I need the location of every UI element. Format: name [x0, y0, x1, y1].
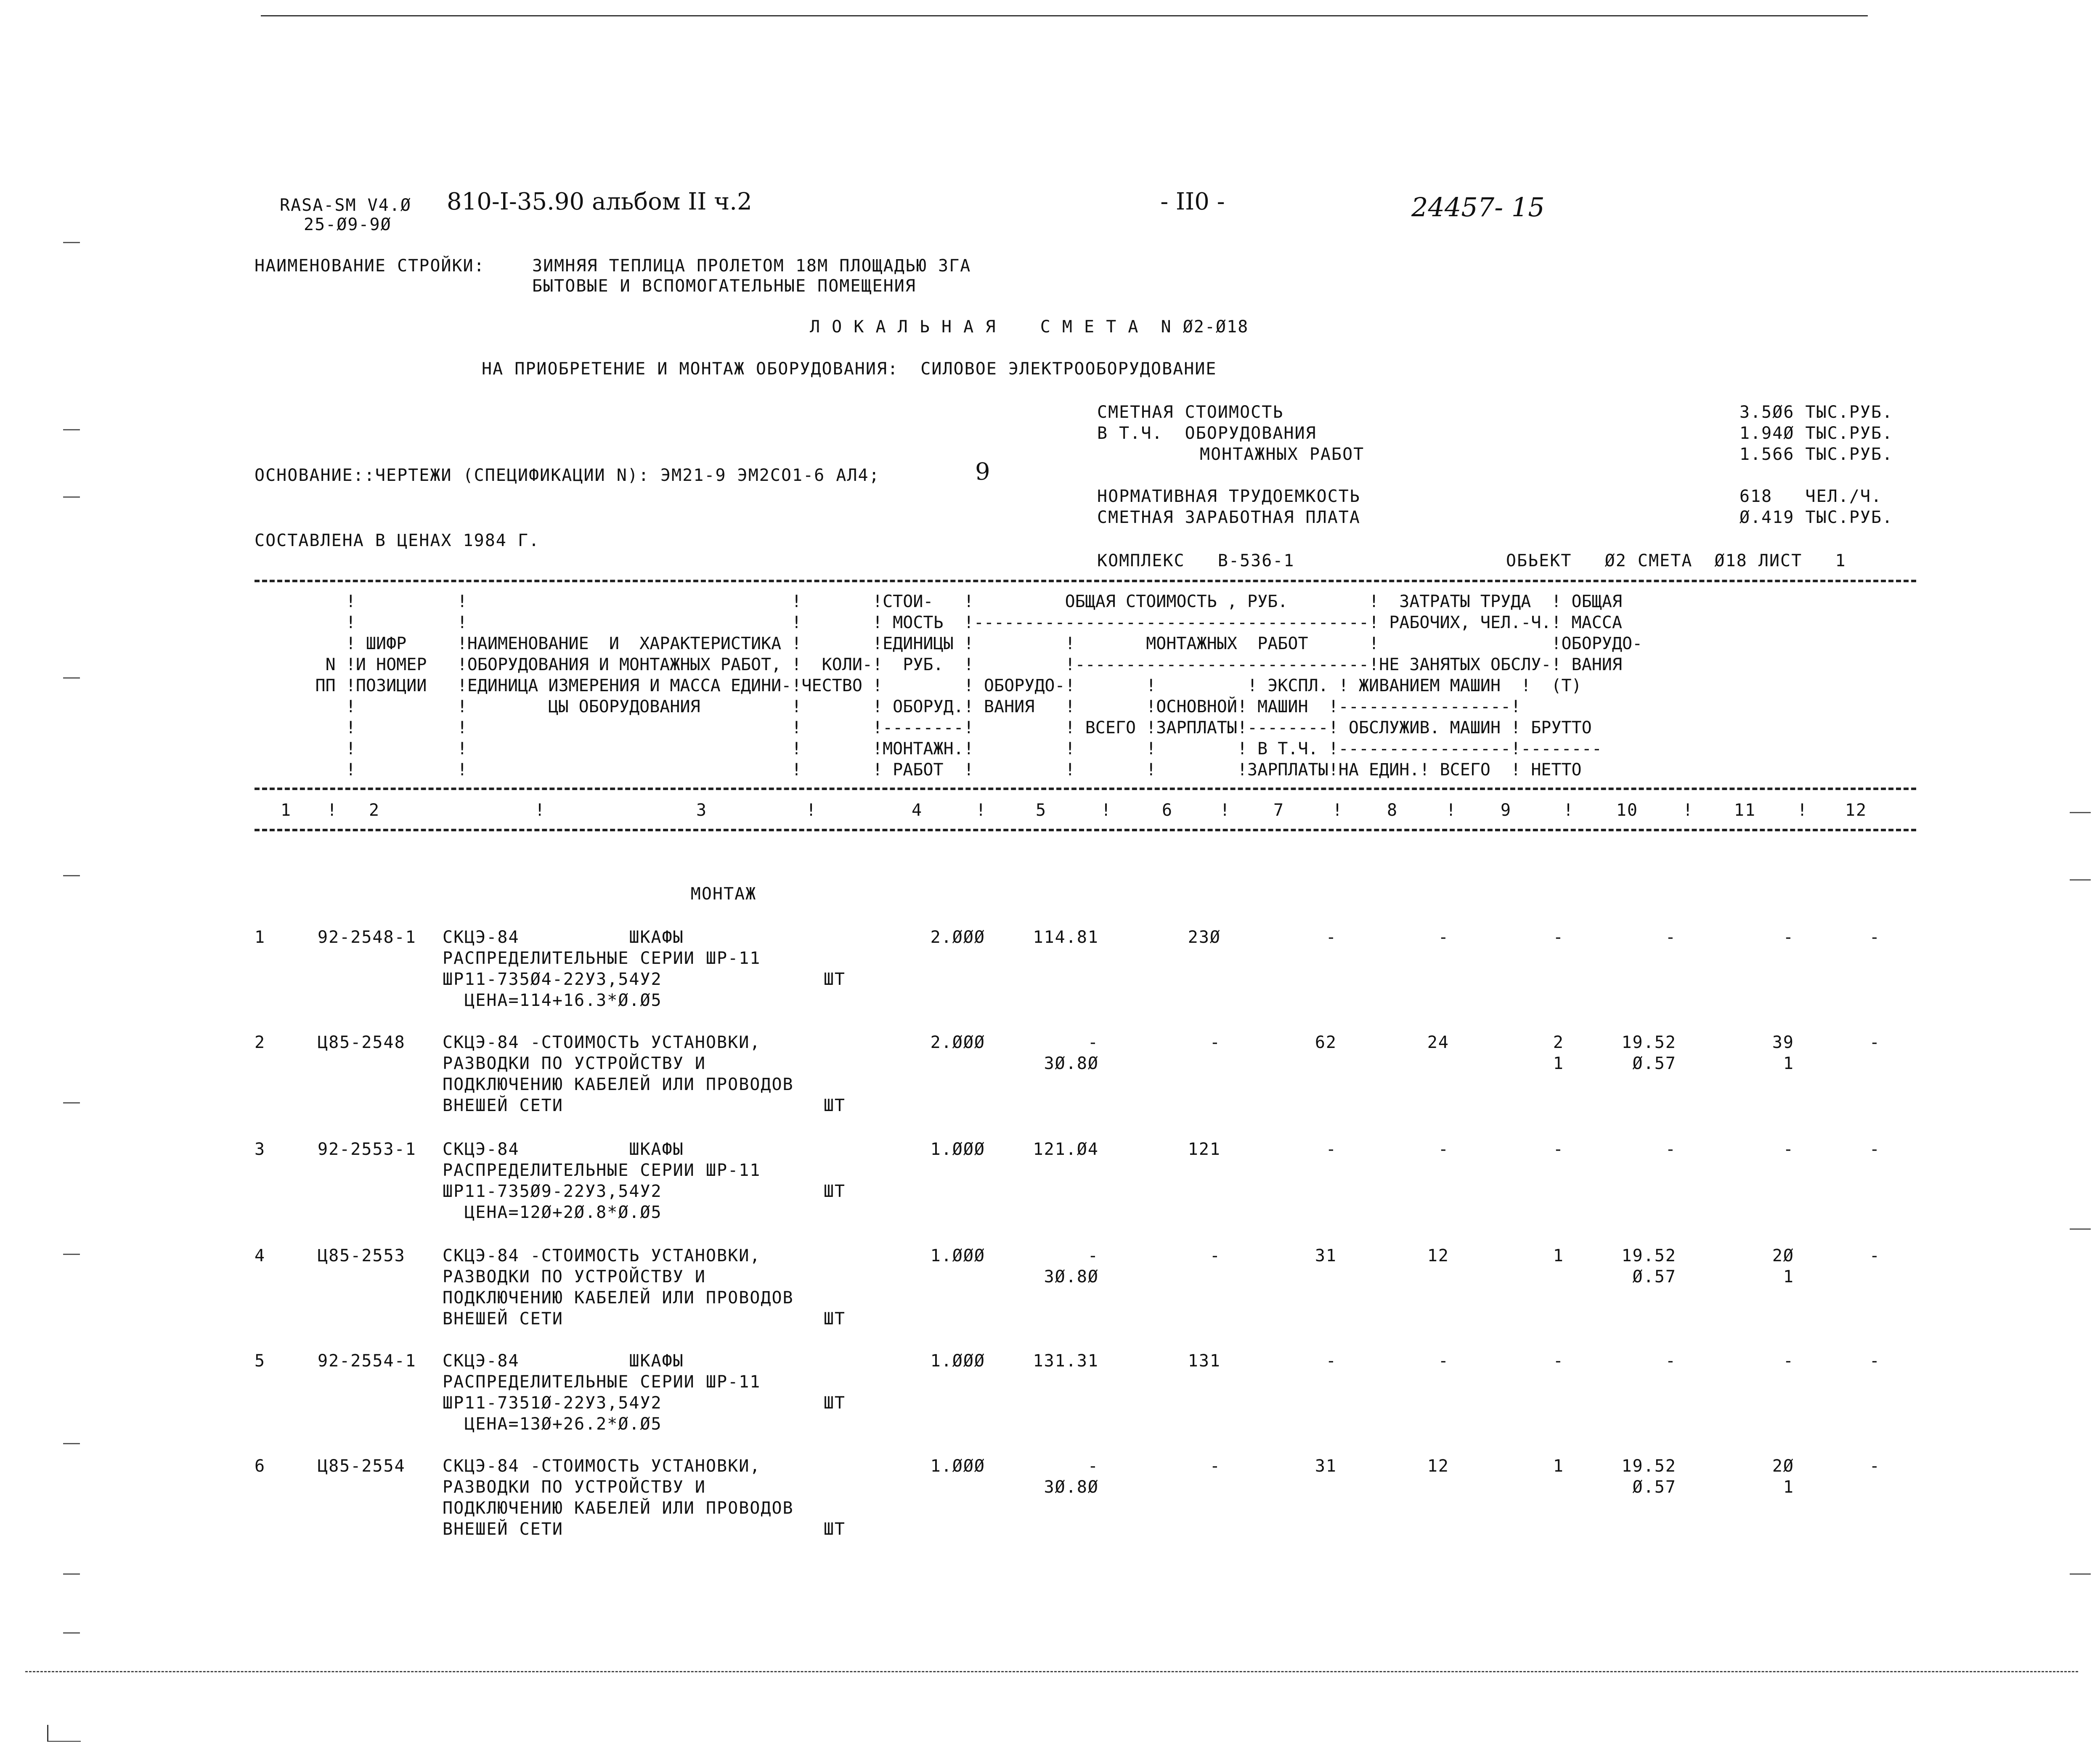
row-description-line: ВНЕШЕЙ СЕТИ	[443, 1309, 563, 1329]
row-description-line: РАСПРЕДЕЛИТЕЛЬНЫЕ СЕРИИ ШР-11	[443, 1161, 761, 1180]
column-separator: !	[1563, 801, 1575, 820]
row-labor-total-machines: 1	[1783, 1477, 1794, 1497]
column-separator: !	[535, 801, 546, 820]
row-number: 3	[255, 1140, 266, 1159]
row-description-line: СКЦЭ-84 ШКАФЫ	[443, 1140, 684, 1159]
row-labor-unit: -	[1665, 928, 1676, 947]
estimate-purpose: НА ПРИОБРЕТЕНИЕ И МОНТАЖ ОБОРУДОВАНИЯ: СИЛОВОЕ ЭЛЕКТРООБОРУДОВАНИЕ	[482, 359, 1217, 379]
row-unit-price-installation: 3Ø.8Ø	[1044, 1477, 1099, 1497]
margin-tick	[63, 496, 80, 498]
column-separator: !	[806, 801, 817, 820]
row-installation-total: 31	[1315, 1456, 1337, 1476]
row-labor-unit: -	[1665, 1140, 1676, 1159]
row-equipment-cost: -	[1209, 1456, 1221, 1476]
row-description-line: СКЦЭ-84 -СТОИМОСТЬ УСТАНОВКИ,	[443, 1033, 761, 1052]
row-basic-wage: -	[1438, 1140, 1449, 1159]
column-separator: !	[976, 801, 987, 820]
summary-cost-label: СМЕТНАЯ СТОИМОСТЬ	[1097, 403, 1284, 422]
row-unit-price-equipment: 114.81	[1033, 928, 1099, 947]
row-basic-wage: -	[1438, 1351, 1449, 1371]
row-labor-unit: 19.52	[1621, 1033, 1676, 1052]
row-installation-total: -	[1326, 1351, 1337, 1371]
row-basic-wage: 24	[1427, 1033, 1449, 1052]
summary-wage-label: СМЕТНАЯ ЗАРАБОТНАЯ ПЛАТА	[1097, 508, 1360, 527]
document-code: 24457- 15	[1411, 192, 1545, 223]
summary-install-label: МОНТАЖНЫХ РАБОТ	[1200, 445, 1365, 464]
column-number: 9	[1500, 801, 1512, 820]
row-quantity: 1.ØØØ	[930, 1351, 985, 1371]
row-code: Ц85-2548	[318, 1033, 406, 1052]
left-corner-mark	[47, 1725, 48, 1742]
column-number: 12	[1845, 801, 1867, 820]
row-description-line: СКЦЭ-84 ШКАФЫ	[443, 928, 684, 947]
column-number: 5	[1035, 801, 1047, 820]
row-machines: 1	[1553, 1246, 1564, 1265]
row-mass: -	[1869, 928, 1880, 947]
row-labor-unit: 19.52	[1621, 1456, 1676, 1476]
margin-tick	[63, 242, 80, 243]
row-labor-unit-machines: Ø.57	[1632, 1054, 1676, 1073]
row-labor-total: 39	[1772, 1033, 1794, 1052]
row-labor-total-machines: 1	[1783, 1267, 1794, 1286]
basis-label: ОСНОВАНИЕ::ЧЕРТЕЖИ (СПЕЦИФИКАЦИИ N): ЭМ21-9 ЭМ2СО1-6 АЛ4;	[255, 466, 880, 485]
row-description-line: ШР11-735Ø9-22У3,54У2	[443, 1182, 662, 1201]
row-description-line: ПОДКЛЮЧЕНИЮ КАБЕЛЕЙ ИЛИ ПРОВОДОВ	[443, 1288, 794, 1308]
row-number: 2	[255, 1033, 266, 1052]
margin-tick	[63, 429, 80, 430]
margin-tick	[2070, 812, 2091, 813]
row-mass: -	[1869, 1456, 1880, 1476]
row-installation-total: 31	[1315, 1246, 1337, 1265]
summary-incl-label: В Т.Ч. ОБОРУДОВАНИЯ	[1097, 424, 1317, 443]
row-description-line: РАЗВОДКИ ПО УСТРОЙСТВУ И	[443, 1477, 706, 1497]
row-unit-price-equipment: -	[1087, 1456, 1099, 1476]
complex-code: КОМПЛЕКС В-536-1	[1097, 551, 1295, 570]
row-equipment-cost: -	[1209, 1246, 1221, 1265]
row-labor-unit: 19.52	[1621, 1246, 1676, 1265]
row-labor-unit: -	[1665, 1351, 1676, 1371]
row-mass: -	[1869, 1033, 1880, 1052]
row-unit-price-equipment: -	[1087, 1033, 1099, 1052]
summary-equipment-value: 1.94Ø ТЫС.РУБ.	[1739, 424, 1893, 443]
summary-cost-value: 3.5Ø6 ТЫС.РУБ.	[1739, 403, 1893, 422]
row-description-line: РАЗВОДКИ ПО УСТРОЙСТВУ И	[443, 1267, 706, 1286]
row-number: 6	[255, 1456, 266, 1476]
bottom-border-line	[25, 1671, 2078, 1672]
margin-tick	[63, 1573, 80, 1575]
row-equipment-cost: -	[1209, 1033, 1221, 1052]
column-separator: !	[1446, 801, 1457, 820]
row-unit-price-installation: 3Ø.8Ø	[1044, 1054, 1099, 1073]
row-labor-total: -	[1783, 928, 1794, 947]
table-top-rule	[255, 580, 1916, 582]
print-date: 25-Ø9-9Ø	[304, 215, 392, 234]
margin-tick	[63, 1632, 80, 1634]
column-separator: !	[1683, 801, 1694, 820]
row-basic-wage: 12	[1427, 1456, 1449, 1476]
row-description-line: ЦЕНА=12Ø+2Ø.8*Ø.Ø5	[443, 1203, 662, 1222]
section-title: МОНТАЖ	[690, 884, 757, 904]
row-description-line: ЦЕНА=114+16.3*Ø.Ø5	[443, 991, 662, 1010]
table-header-line: ! ! ! !СТОИ- ! ОБЩАЯ СТОИМОСТЬ , РУБ. ! ЗАТРАТЫ ТРУДА ! ОБЩАЯ	[255, 592, 1623, 611]
column-number: 7	[1273, 801, 1285, 820]
project-label: НАИМЕНОВАНИЕ СТРОЙКИ:	[255, 256, 485, 276]
row-unit: ШТ	[823, 1182, 846, 1201]
column-separator: !	[1101, 801, 1112, 820]
summary-labor-value: 618 ЧЕЛ./Ч.	[1739, 487, 1883, 506]
project-name-line2: БЫТОВЫЕ И ВСПОМОГАТЕЛЬНЫЕ ПОМЕЩЕНИЯ	[532, 276, 916, 296]
object-sheet: ОБЬЕКТ Ø2 СМЕТА Ø18 ЛИСТ 1	[1506, 551, 1846, 570]
column-number: 2	[369, 801, 380, 820]
column-number: 3	[696, 801, 708, 820]
row-basic-wage: -	[1438, 928, 1449, 947]
program-version: RASA-SM V4.Ø	[280, 196, 411, 215]
row-description-line: СКЦЭ-84 -СТОИМОСТЬ УСТАНОВКИ,	[443, 1246, 761, 1265]
row-description-line: РАСПРЕДЕЛИТЕЛЬНЫЕ СЕРИИ ШР-11	[443, 1372, 761, 1392]
row-labor-unit-machines: Ø.57	[1632, 1477, 1676, 1497]
row-labor-total: -	[1783, 1140, 1794, 1159]
row-description-line: СКЦЭ-84 ШКАФЫ	[443, 1351, 684, 1371]
margin-tick	[63, 677, 80, 679]
table-header-line: ! ШИФР !НАИМЕНОВАНИЕ И ХАРАКТЕРИСТИКА ! !ЕДИНИЦЫ ! ! МОНТАЖНЫХ РАБОТ ! !ОБОРУДО-	[255, 634, 1643, 653]
row-labor-total: 2Ø	[1772, 1246, 1794, 1265]
row-description-line: ПОДКЛЮЧЕНИЮ КАБЕЛЕЙ ИЛИ ПРОВОДОВ	[443, 1075, 794, 1094]
summary-labor-label: НОРМАТИВНАЯ ТРУДОЕМКОСТЬ	[1097, 487, 1360, 506]
row-description-line: ВНЕШЕЙ СЕТИ	[443, 1520, 563, 1539]
row-unit-price-installation: 3Ø.8Ø	[1044, 1267, 1099, 1286]
row-number: 4	[255, 1246, 266, 1265]
row-unit-price-equipment: -	[1087, 1246, 1099, 1265]
row-mass: -	[1869, 1246, 1880, 1265]
row-number: 5	[255, 1351, 266, 1371]
row-mass: -	[1869, 1140, 1880, 1159]
row-labor-total-machines: 1	[1783, 1054, 1794, 1073]
row-description-line: ЦЕНА=13Ø+26.2*Ø.Ø5	[443, 1414, 662, 1434]
margin-tick	[2070, 1228, 2091, 1230]
margin-tick	[63, 1254, 80, 1255]
row-quantity: 2.ØØØ	[930, 1033, 985, 1052]
row-machines: -	[1553, 1351, 1564, 1371]
row-quantity: 1.ØØØ	[930, 1140, 985, 1159]
table-header-line: ! ! ЦЫ ОБОРУДОВАНИЯ ! ! ОБОРУД.! ВАНИЯ ! !ОСНОВНОЙ! МАШИН !-----------------!	[255, 697, 1521, 716]
summary-install-value: 1.566 ТЫС.РУБ.	[1739, 445, 1893, 464]
page-number: - II0 -	[1160, 188, 1225, 215]
estimate-title: Л О К А Л Ь Н А Я С М Е Т А N Ø2-Ø18	[810, 317, 1249, 337]
margin-tick	[2070, 879, 2091, 881]
margin-tick	[2070, 1573, 2091, 1575]
row-quantity: 2.ØØØ	[930, 928, 985, 947]
row-number: 1	[255, 928, 266, 947]
column-separator: !	[327, 801, 338, 820]
row-description-line: ПОДКЛЮЧЕНИЮ КАБЕЛЕЙ ИЛИ ПРОВОДОВ	[443, 1499, 794, 1518]
album-reference: 810-I-35.90 альбом II ч.2	[447, 188, 752, 215]
margin-tick	[63, 1443, 80, 1444]
row-unit: ШТ	[823, 1309, 846, 1329]
column-number: 4	[911, 801, 923, 820]
row-unit: ШТ	[823, 1520, 846, 1539]
row-basic-wage: 12	[1427, 1246, 1449, 1265]
row-description-line: РАЗВОДКИ ПО УСТРОЙСТВУ И	[443, 1054, 706, 1073]
row-machines-wage: 1	[1553, 1054, 1564, 1073]
row-unit-price-equipment: 131.31	[1033, 1351, 1099, 1371]
column-separator: !	[1797, 801, 1808, 820]
row-description-line: ШР11-7351Ø-22У3,54У2	[443, 1393, 662, 1413]
row-machines: 2	[1553, 1033, 1564, 1052]
row-labor-total: -	[1783, 1351, 1794, 1371]
row-unit: ШТ	[823, 970, 846, 989]
row-code: 92-2554-1	[318, 1351, 416, 1371]
row-installation-total: -	[1326, 928, 1337, 947]
table-header-line: ! ! ! !--------! ! ВСЕГО !ЗАРПЛАТЫ!--------! ОБСЛУЖИВ. МАШИН ! БРУТТО	[255, 718, 1592, 737]
row-description-line: ШР11-735Ø4-22У3,54У2	[443, 970, 662, 989]
top-border-line	[261, 15, 1868, 16]
prices-year: СОСТАВЛЕНА В ЦЕНАХ 1984 Г.	[255, 531, 540, 550]
row-description-line: СКЦЭ-84 -СТОИМОСТЬ УСТАНОВКИ,	[443, 1456, 761, 1476]
row-machines: -	[1553, 928, 1564, 947]
column-number: 6	[1161, 801, 1173, 820]
row-code: Ц85-2553	[318, 1246, 406, 1265]
column-number: 1	[280, 801, 292, 820]
row-mass: -	[1869, 1351, 1880, 1371]
row-labor-unit-machines: Ø.57	[1632, 1267, 1676, 1286]
table-header-line: ! ! ! ! МОСТЬ !---------------------------------------! РАБОЧИХ, ЧЕЛ.-Ч.! МАССА	[255, 613, 1623, 632]
column-numbers-rule	[255, 829, 1916, 831]
row-equipment-cost: 121	[1188, 1140, 1221, 1159]
row-machines: -	[1553, 1140, 1564, 1159]
column-separator: !	[1220, 801, 1231, 820]
row-equipment-cost: 23Ø	[1188, 928, 1221, 947]
column-number: 10	[1616, 801, 1639, 820]
row-code: 92-2553-1	[318, 1140, 416, 1159]
row-description-line: РАСПРЕДЕЛИТЕЛЬНЫЕ СЕРИИ ШР-11	[443, 949, 761, 968]
table-header-rule	[255, 788, 1916, 790]
left-corner-mark-foot	[47, 1741, 81, 1742]
column-number: 8	[1387, 801, 1398, 820]
row-installation-total: 62	[1315, 1033, 1337, 1052]
row-equipment-cost: 131	[1188, 1351, 1221, 1371]
column-number: 11	[1734, 801, 1756, 820]
row-labor-total: 2Ø	[1772, 1456, 1794, 1476]
row-description-line: ВНЕШЕЙ СЕТИ	[443, 1096, 563, 1115]
project-name-line1: ЗИМНЯЯ ТЕПЛИЦА ПРОЛЕТОМ 18М ПЛОЩАДЬЮ 3ГА	[532, 256, 971, 276]
table-header-line: ПП !ПОЗИЦИИ !ЕДИНИЦА ИЗМЕРЕНИЯ И МАССА ЕДИНИ-!ЧЕСТВО ! ! ОБОРУДО-! ! ! ЭКСПЛ. ! ЖИВАНИЕМ МАШИН ! (Т)	[255, 676, 1582, 695]
table-header-line: ! ! ! !МОНТАЖН.! ! ! ! В Т.Ч. !-----------------!--------	[255, 739, 1602, 759]
row-machines: 1	[1553, 1456, 1564, 1476]
column-separator: !	[1332, 801, 1344, 820]
row-unit-price-equipment: 121.Ø4	[1033, 1140, 1099, 1159]
row-unit: ШТ	[823, 1096, 846, 1115]
row-quantity: 1.ØØØ	[930, 1246, 985, 1265]
summary-wage-value: Ø.419 ТЫС.РУБ.	[1739, 508, 1893, 527]
margin-tick	[63, 1102, 80, 1103]
basis-handwritten-number: 9	[975, 458, 990, 485]
margin-tick	[63, 875, 80, 876]
row-code: Ц85-2554	[318, 1456, 406, 1476]
row-code: 92-2548-1	[318, 928, 416, 947]
table-header-line: N !И НОМЕР !ОБОРУДОВАНИЯ И МОНТАЖНЫХ РАБОТ, ! КОЛИ-! РУБ. ! !-----------------------------!НЕ ЗАНЯТЫХ ОБСЛУ-! ВАНИЯ	[255, 655, 1623, 674]
row-quantity: 1.ØØØ	[930, 1456, 985, 1476]
row-installation-total: -	[1326, 1140, 1337, 1159]
table-header-line: ! ! ! ! РАБОТ ! ! ! !ЗАРПЛАТЫ!НА ЕДИН.! ВСЕГО ! НЕТТО	[255, 760, 1582, 780]
row-unit: ШТ	[823, 1393, 846, 1413]
